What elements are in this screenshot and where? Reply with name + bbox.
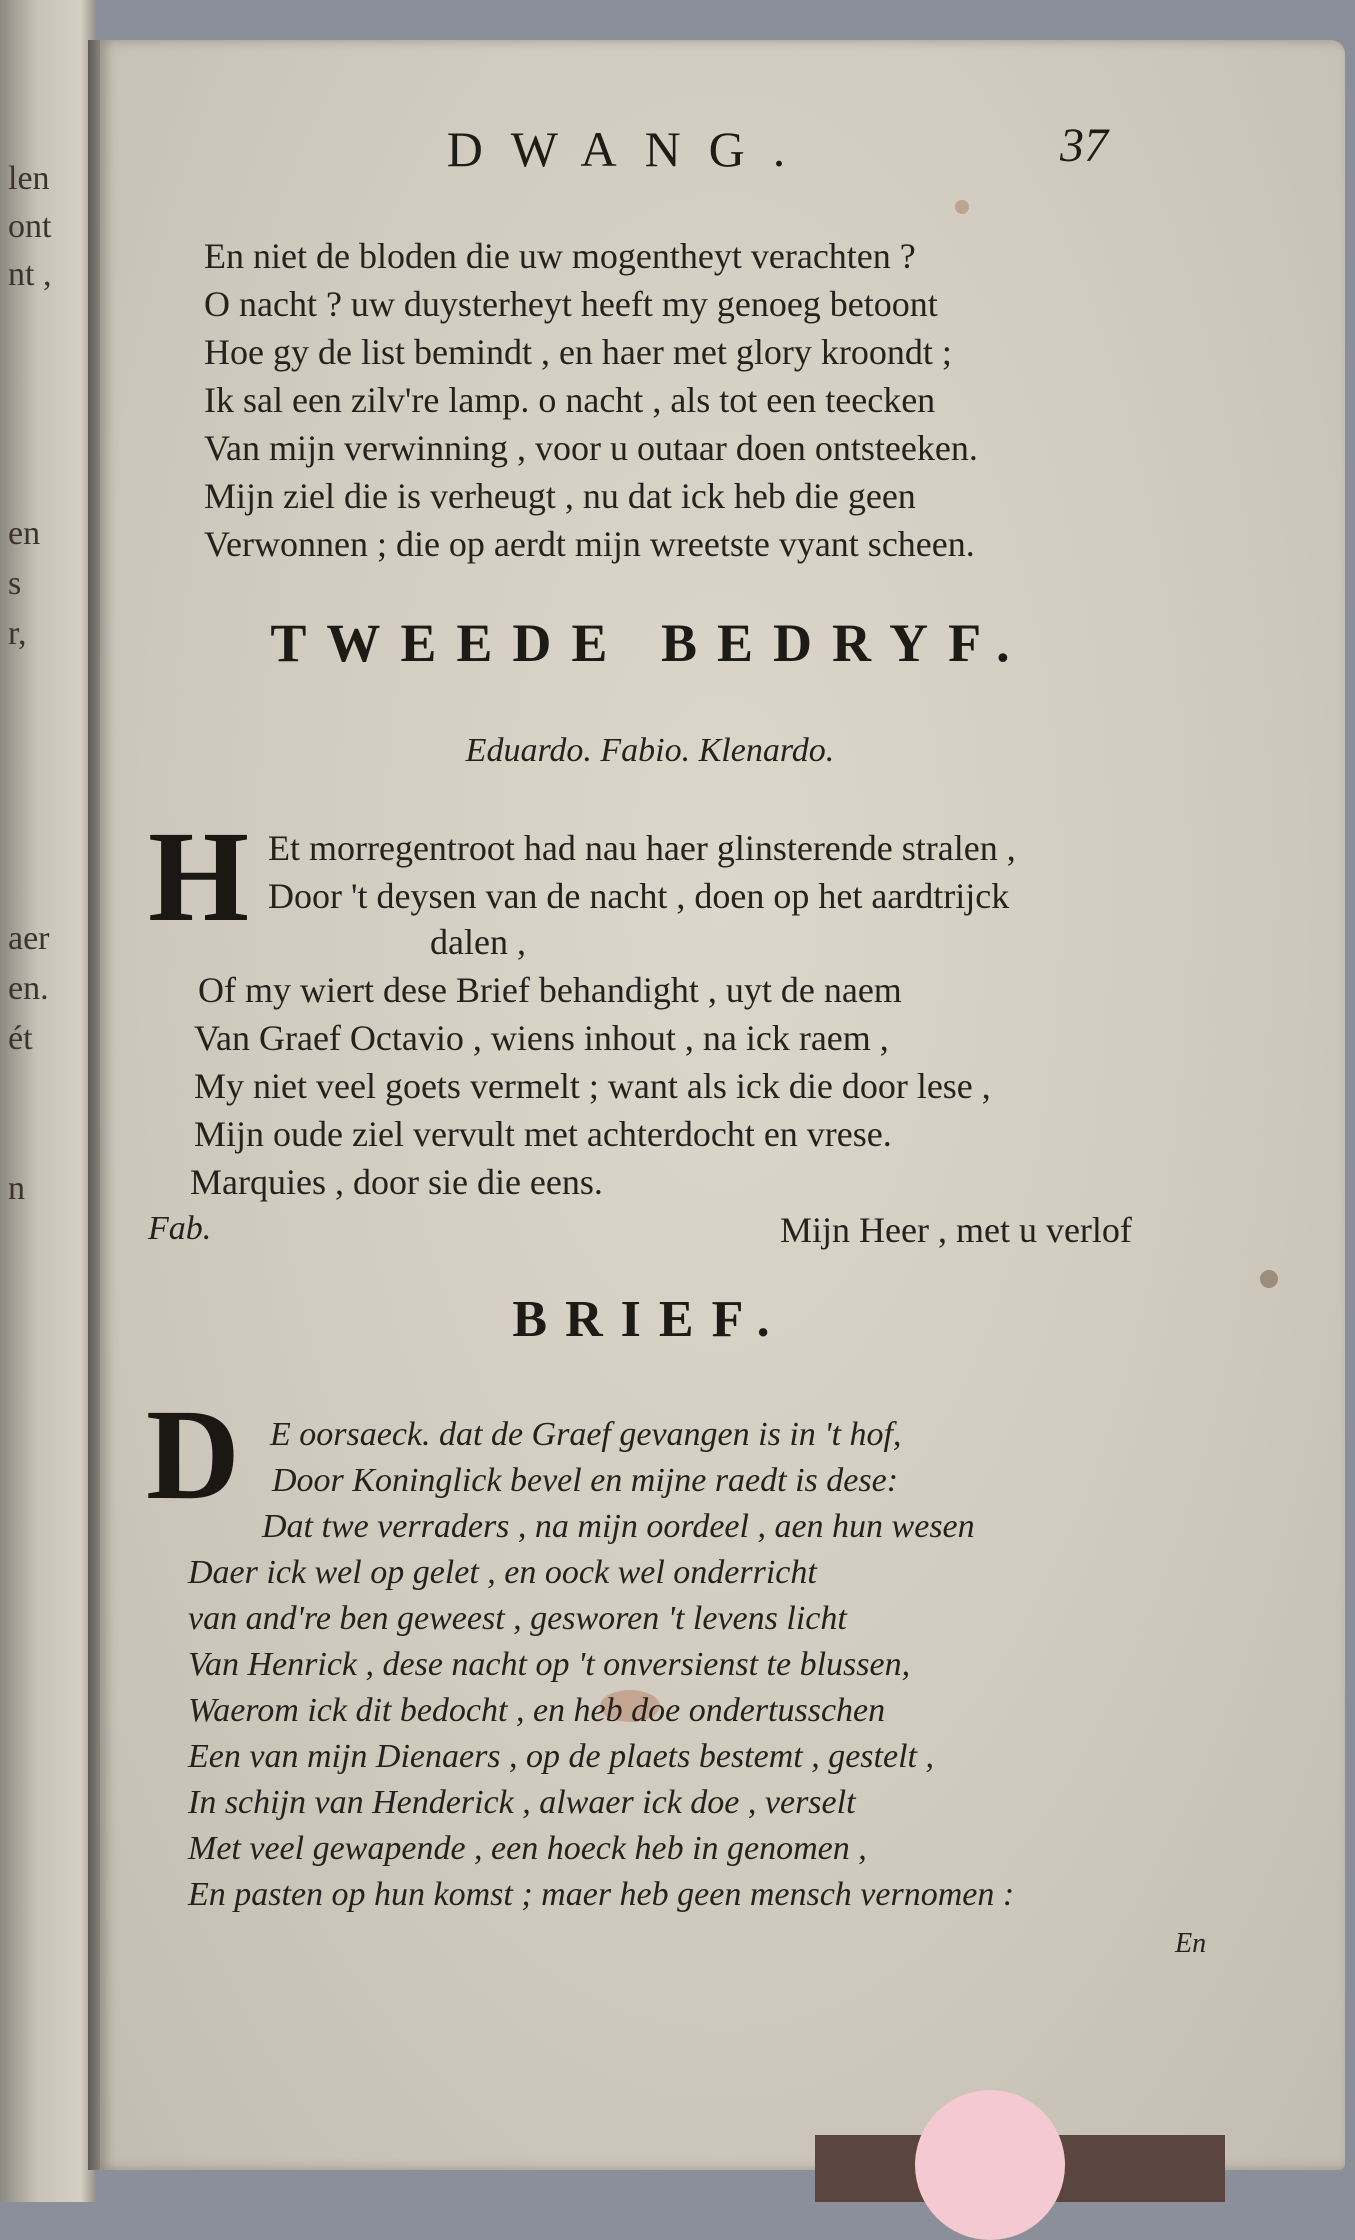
catchword: En	[1175, 1928, 1207, 1959]
facing-page-fragment: aer	[8, 920, 50, 957]
letter-line: En pasten op hun komst ; maer heb geen mensch vernomen :	[188, 1876, 1015, 1913]
verse-line: Mijn Heer , met u verlof	[780, 1210, 1132, 1250]
facing-page-fragment: nt ,	[8, 256, 52, 293]
verse-line: Marquies , door sie die eens.	[190, 1162, 603, 1202]
facing-page-fragment: r,	[8, 615, 27, 652]
letter-line: Een van mijn Dienaers , op de plaets bestemt , gestelt ,	[188, 1738, 934, 1775]
paper-stain	[955, 200, 969, 214]
verse-line: Of my wiert dese Brief behandight , uyt de naem	[198, 970, 902, 1010]
background-object	[915, 2090, 1065, 2240]
verse-line: Hoe gy de list bemindt , en haer met glory kroondt ;	[204, 332, 952, 372]
facing-page-fragment: ont	[8, 208, 52, 245]
verse-line: Mijn oude ziel vervult met achterdocht en vrese.	[194, 1114, 892, 1154]
verse-line: Door 't deysen van de nacht , doen op het aardtrijck	[268, 876, 1010, 916]
facing-page-fragment: ét	[8, 1020, 33, 1057]
act-heading: TWEEDE BEDRYF.	[270, 613, 1030, 673]
drop-cap: H	[148, 805, 250, 949]
verse-line: Et morregentroot had nau haer glinsterende stralen ,	[268, 828, 1016, 868]
letter-line: Van Henrick , dese nacht op 't onversienst te blussen,	[188, 1646, 911, 1683]
letter-line: In schijn van Henderick , alwaer ick doe , verselt	[188, 1784, 856, 1821]
speaker-name: Fab.	[148, 1210, 212, 1247]
verse-line: dalen ,	[430, 922, 526, 962]
letter-line: Daer ick wel op gelet , en oock wel onderricht	[188, 1554, 817, 1591]
facing-page-fragment: en.	[8, 970, 49, 1007]
character-list: Eduardo. Fabio. Klenardo.	[465, 732, 835, 769]
verse-line: Van mijn verwinning , voor u outaar doen ontsteeken.	[204, 428, 978, 468]
facing-page-fragment: s	[8, 565, 22, 602]
letter-line: van and're ben geweest , gesworen 't levens licht	[188, 1600, 847, 1637]
letter-heading: BRIEF.	[512, 1291, 788, 1348]
page-number: 37	[1060, 119, 1108, 172]
letter-line: Dat twe verraders , na mijn oordeel , aen hun wesen	[262, 1508, 975, 1545]
letter-line: Door Koninglick bevel en mijne raedt is dese:	[272, 1462, 899, 1499]
letter-line: E oorsaeck. dat de Graef gevangen is in 't hof,	[270, 1416, 902, 1453]
facing-page-fragment: len	[8, 160, 50, 197]
verse-line: Ik sal een zilv're lamp. o nacht , als tot een teecken	[204, 380, 936, 420]
letter-line: Waerom ick dit bedocht , en heb doe ondertusschen	[188, 1692, 886, 1729]
verse-line: Van Graef Octavio , wiens inhout , na ick raem ,	[194, 1018, 889, 1058]
facing-page-fragment: n	[8, 1170, 25, 1207]
verse-line: En niet de bloden die uw mogentheyt verachten ?	[204, 236, 916, 276]
verse-line: My niet veel goets vermelt ; want als ick die door lese ,	[194, 1066, 991, 1106]
running-header: DWANG.	[446, 121, 814, 177]
letter-line: Met veel gewapende , een hoeck heb in genomen ,	[188, 1830, 867, 1867]
verse-line: Verwonnen ; die op aerdt mijn wreetste vyant scheen.	[204, 524, 975, 564]
verse-line: Mijn ziel die is verheugt , nu dat ick heb die geen	[204, 476, 916, 516]
facing-page-fragment: en	[8, 515, 41, 552]
verse-line: O nacht ? uw duysterheyt heeft my genoeg betoont	[204, 284, 938, 324]
facing-page-edge	[0, 0, 95, 2202]
paper-stain	[1260, 1270, 1278, 1288]
drop-cap: D	[146, 1383, 240, 1527]
